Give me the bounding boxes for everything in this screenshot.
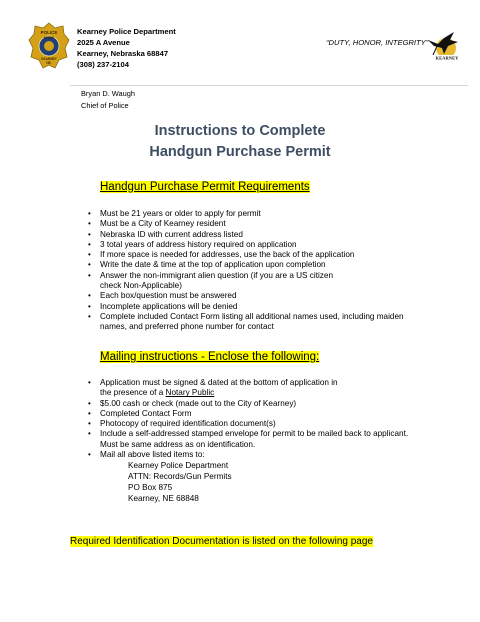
title-line-1: Instructions to Complete <box>154 123 326 139</box>
address-line: Kearney, NE 68848 <box>128 494 199 504</box>
department-phone: (308) 237-2104 <box>77 60 129 69</box>
department-city: Kearney, Nebraska 68847 <box>77 49 169 58</box>
footer-note <box>70 536 418 547</box>
department-motto: “DUTY, HONOR, INTEGRITY” <box>326 38 429 47</box>
department-name: Kearney Police Department <box>77 27 176 36</box>
title-line-2: Handgun Purchase Permit <box>149 144 331 160</box>
list-item: • Write the date & time at the top of application upon completion <box>88 260 326 270</box>
address-line: Kearney Police Department <box>128 461 229 471</box>
address-line: PO Box 875 <box>128 483 173 493</box>
chief-role: Chief of Police <box>81 101 129 110</box>
document-title <box>0 121 480 163</box>
department-address: 2025 A Avenue <box>77 38 130 47</box>
list-item: • Mail all above listed items to: Kearney Police Department ATTN: Records/Gun Permits PO Box 875 Kearney, NE 68848 <box>100 450 440 504</box>
chief-name: Bryan D. Waugh <box>81 89 135 98</box>
requirements-heading <box>100 181 310 193</box>
mailing-address <box>100 460 440 504</box>
list-item: • If more space is needed for addresses, use the back of the application <box>88 250 355 260</box>
list-item: • Photocopy of required identification document(s) <box>88 419 276 429</box>
badge-text-top: POLICE <box>40 30 58 35</box>
list-item: • Must be 21 years or older to apply for permit <box>88 209 261 218</box>
kearney-crane-logo <box>424 26 464 62</box>
list-item: • Complete included Contact Form listing all additional names used, including maiden names, and preferred phone number for contact <box>88 311 404 332</box>
list-item: • Completed Contact Form <box>88 408 192 418</box>
mailing-heading-text: Mailing instructions - Enclose the following: <box>100 351 320 363</box>
requirements-list <box>88 209 440 333</box>
list-item: • Each box/question must be answered <box>88 291 237 301</box>
logo-wordmark: KEARNEY <box>435 55 459 61</box>
footer-note-text: Required Identification Documentation is listed on the following page <box>70 536 373 547</box>
address-line: ATTN: Records/Gun Permits <box>128 472 232 482</box>
badge-text-mid: CHIEF <box>43 36 55 40</box>
mailing-heading <box>100 351 319 363</box>
department-letterhead <box>77 26 176 70</box>
requirements-heading-text: Handgun Purchase Permit Requirements <box>100 181 310 193</box>
list-item: • Must be a City of Kearney resident <box>88 219 226 229</box>
notary-public-link[interactable]: Notary Public <box>165 388 215 398</box>
list-item: • Incomplete applications will be denied <box>88 301 238 311</box>
chief-block <box>81 88 135 112</box>
list-item: • Nebraska ID with current address listed <box>88 229 243 239</box>
list-item: • Answer the non-immigrant alien question (if you are a US citizen check Non-Applicable) <box>88 270 333 291</box>
police-badge-logo <box>28 22 70 72</box>
list-item: • Application must be signed & dated at the bottom of application in the presence of a Notary Public <box>88 378 338 398</box>
list-item: • 3 total years of address history required on application <box>88 239 297 249</box>
list-item: • $5.00 cash or check (made out to the City of Kearney) <box>88 398 297 408</box>
badge-text-bottom: KEARNEY <box>41 57 57 61</box>
list-item: • Include a self-addressed stamped envelope for permit to be mailed back to applicant. Must be same address as on identification. <box>88 429 409 449</box>
badge-text-state: NE. <box>46 61 52 65</box>
mailing-list <box>88 378 440 504</box>
letterhead-divider <box>70 85 468 86</box>
